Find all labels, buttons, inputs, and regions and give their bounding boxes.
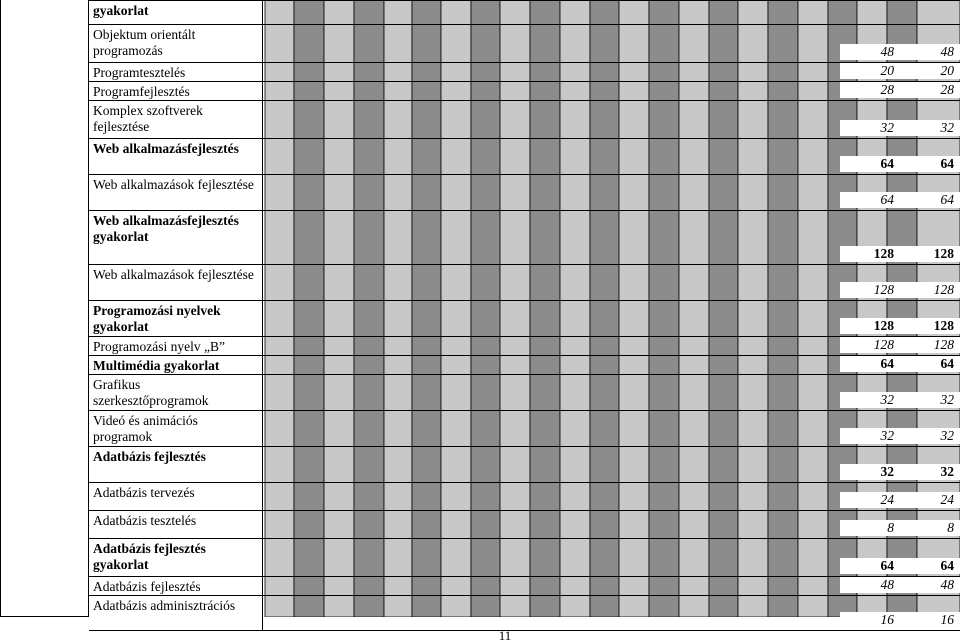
hours-value-first: 64 — [840, 558, 900, 574]
subject-label — [89, 265, 263, 300]
hours-value-second: 16 — [900, 612, 960, 628]
subject-label-text: Adatbázis fejlesztés — [93, 449, 206, 464]
table-row — [89, 576, 960, 595]
hours-value-second: 64 — [900, 356, 960, 372]
hours-values — [840, 246, 960, 262]
hours-value-second: 28 — [900, 82, 960, 98]
page-number: 11 — [498, 628, 512, 643]
hours-value-second: 24 — [900, 492, 960, 508]
subject-label — [89, 101, 263, 138]
hours-value-second: 32 — [900, 392, 960, 408]
hours-value-second: 32 — [900, 428, 960, 444]
subject-label — [89, 411, 263, 446]
subject-label — [89, 25, 263, 62]
hours-value-first: 64 — [840, 356, 900, 372]
hours-value-first: 64 — [840, 156, 900, 172]
hours-values — [840, 156, 960, 172]
subject-label-text: Adatbázis tervezés — [93, 485, 195, 500]
table-row — [89, 355, 960, 374]
subject-label-text: Web alkalmazások fejlesztése — [93, 177, 254, 192]
hours-values — [840, 120, 960, 136]
hours-values — [840, 492, 960, 508]
subject-label — [89, 63, 263, 81]
table-row — [89, 595, 960, 631]
subject-label-text: Programozási nyelv „B” — [93, 339, 225, 354]
curriculum-table — [89, 0, 960, 627]
hours-value-second: 128 — [900, 246, 960, 262]
subject-label — [89, 175, 263, 210]
hours-value-second: 128 — [900, 337, 960, 353]
subject-label-text: Adatbázis tesztelés — [93, 513, 197, 528]
subject-label-text: Web alkalmazásfejlesztés — [93, 141, 239, 156]
table-row — [89, 538, 960, 576]
hours-value-second: 128 — [900, 282, 960, 298]
hours-value-second: 8 — [900, 520, 960, 536]
hours-value-second: 32 — [900, 120, 960, 136]
hours-values — [840, 464, 960, 480]
subject-label-text: Adatbázis fejlesztés gyakorlat — [93, 541, 206, 572]
hours-value-first: 32 — [840, 428, 900, 444]
subject-label-text: Komplex szoftverek fejlesztése — [93, 103, 203, 134]
table-row — [89, 510, 960, 538]
table-row — [89, 410, 960, 446]
hours-value-second: 48 — [900, 577, 960, 593]
table-row — [89, 62, 960, 81]
subject-label — [89, 211, 263, 264]
hours-value-first: 24 — [840, 492, 900, 508]
hours-values — [840, 192, 960, 208]
hours-values — [840, 63, 960, 79]
hours-value-second: 128 — [900, 318, 960, 334]
hours-value-first: 32 — [840, 392, 900, 408]
hours-values — [840, 356, 960, 372]
subject-label — [89, 139, 263, 174]
subject-label — [89, 375, 263, 410]
hours-value-first: 28 — [840, 82, 900, 98]
hours-value-second: 64 — [900, 192, 960, 208]
subject-label — [89, 447, 263, 482]
hours-values — [840, 318, 960, 334]
hours-value-first: 128 — [840, 246, 900, 262]
subject-label — [89, 511, 263, 538]
hours-value-first: 16 — [840, 612, 900, 628]
subject-label — [89, 539, 263, 576]
hours-value-first: 128 — [840, 282, 900, 298]
hours-value-second: 32 — [900, 464, 960, 480]
hours-value-second: 20 — [900, 63, 960, 79]
table-row — [89, 336, 960, 355]
subject-label-text: Grafikus szerkesztőprogramok — [93, 377, 209, 408]
hours-values — [840, 577, 960, 593]
subject-label — [89, 82, 263, 100]
hours-value-first: 32 — [840, 120, 900, 136]
subject-label — [89, 1, 263, 24]
hours-values — [840, 520, 960, 536]
hours-values — [840, 558, 960, 574]
hours-value-second: 64 — [900, 156, 960, 172]
table-row — [89, 210, 960, 264]
left-margin-column — [0, 0, 89, 617]
table-row — [89, 100, 960, 138]
hours-value-first: 128 — [840, 318, 900, 334]
subject-label — [89, 337, 263, 355]
table-row — [89, 81, 960, 100]
hours-value-first: 32 — [840, 464, 900, 480]
table-row — [89, 446, 960, 482]
hours-value-first: 20 — [840, 63, 900, 79]
hours-value-first: 64 — [840, 192, 900, 208]
subject-label-text: Adatbázis fejlesztés — [93, 579, 201, 594]
table-row — [89, 374, 960, 410]
hours-values — [840, 337, 960, 353]
hours-values — [840, 82, 960, 98]
subject-label — [89, 301, 263, 336]
table-row — [89, 138, 960, 174]
subject-label-text: Programtesztelés — [93, 65, 186, 80]
subject-label — [89, 577, 263, 595]
table-row — [89, 482, 960, 510]
subject-label-text: Programozási nyelvek gyakorlat — [93, 303, 221, 334]
subject-label-text: Videó és animációs programok — [93, 413, 198, 444]
subject-label — [89, 483, 263, 510]
subject-label-text: Programfejlesztés — [93, 84, 190, 99]
subject-label-text: Web alkalmazásfejlesztés gyakorlat — [93, 213, 239, 244]
table-row — [89, 264, 960, 300]
hours-value-second: 48 — [900, 44, 960, 60]
hours-value-first: 8 — [840, 520, 900, 536]
subject-label — [89, 596, 263, 630]
hours-values — [840, 428, 960, 444]
subject-label-text: Adatbázis adminisztrációs — [93, 598, 236, 613]
subject-label — [89, 356, 263, 374]
hours-values — [840, 392, 960, 408]
subject-label-text: gyakorlat — [93, 3, 149, 18]
hours-values — [840, 44, 960, 60]
hours-value-first: 48 — [840, 44, 900, 60]
hours-value-second: 64 — [900, 558, 960, 574]
table-row — [89, 0, 960, 24]
subject-label-text: Multimédia gyakorlat — [93, 358, 220, 373]
subject-label-text: Web alkalmazások fejlesztése — [93, 267, 254, 282]
hours-value-first: 48 — [840, 577, 900, 593]
hours-value-first: 128 — [840, 337, 900, 353]
subject-label-text: Objektum orientált programozás — [93, 27, 196, 58]
hours-values — [840, 282, 960, 298]
hours-values — [840, 612, 960, 628]
table-row — [89, 300, 960, 336]
table-row — [89, 24, 960, 62]
table-row — [89, 174, 960, 210]
